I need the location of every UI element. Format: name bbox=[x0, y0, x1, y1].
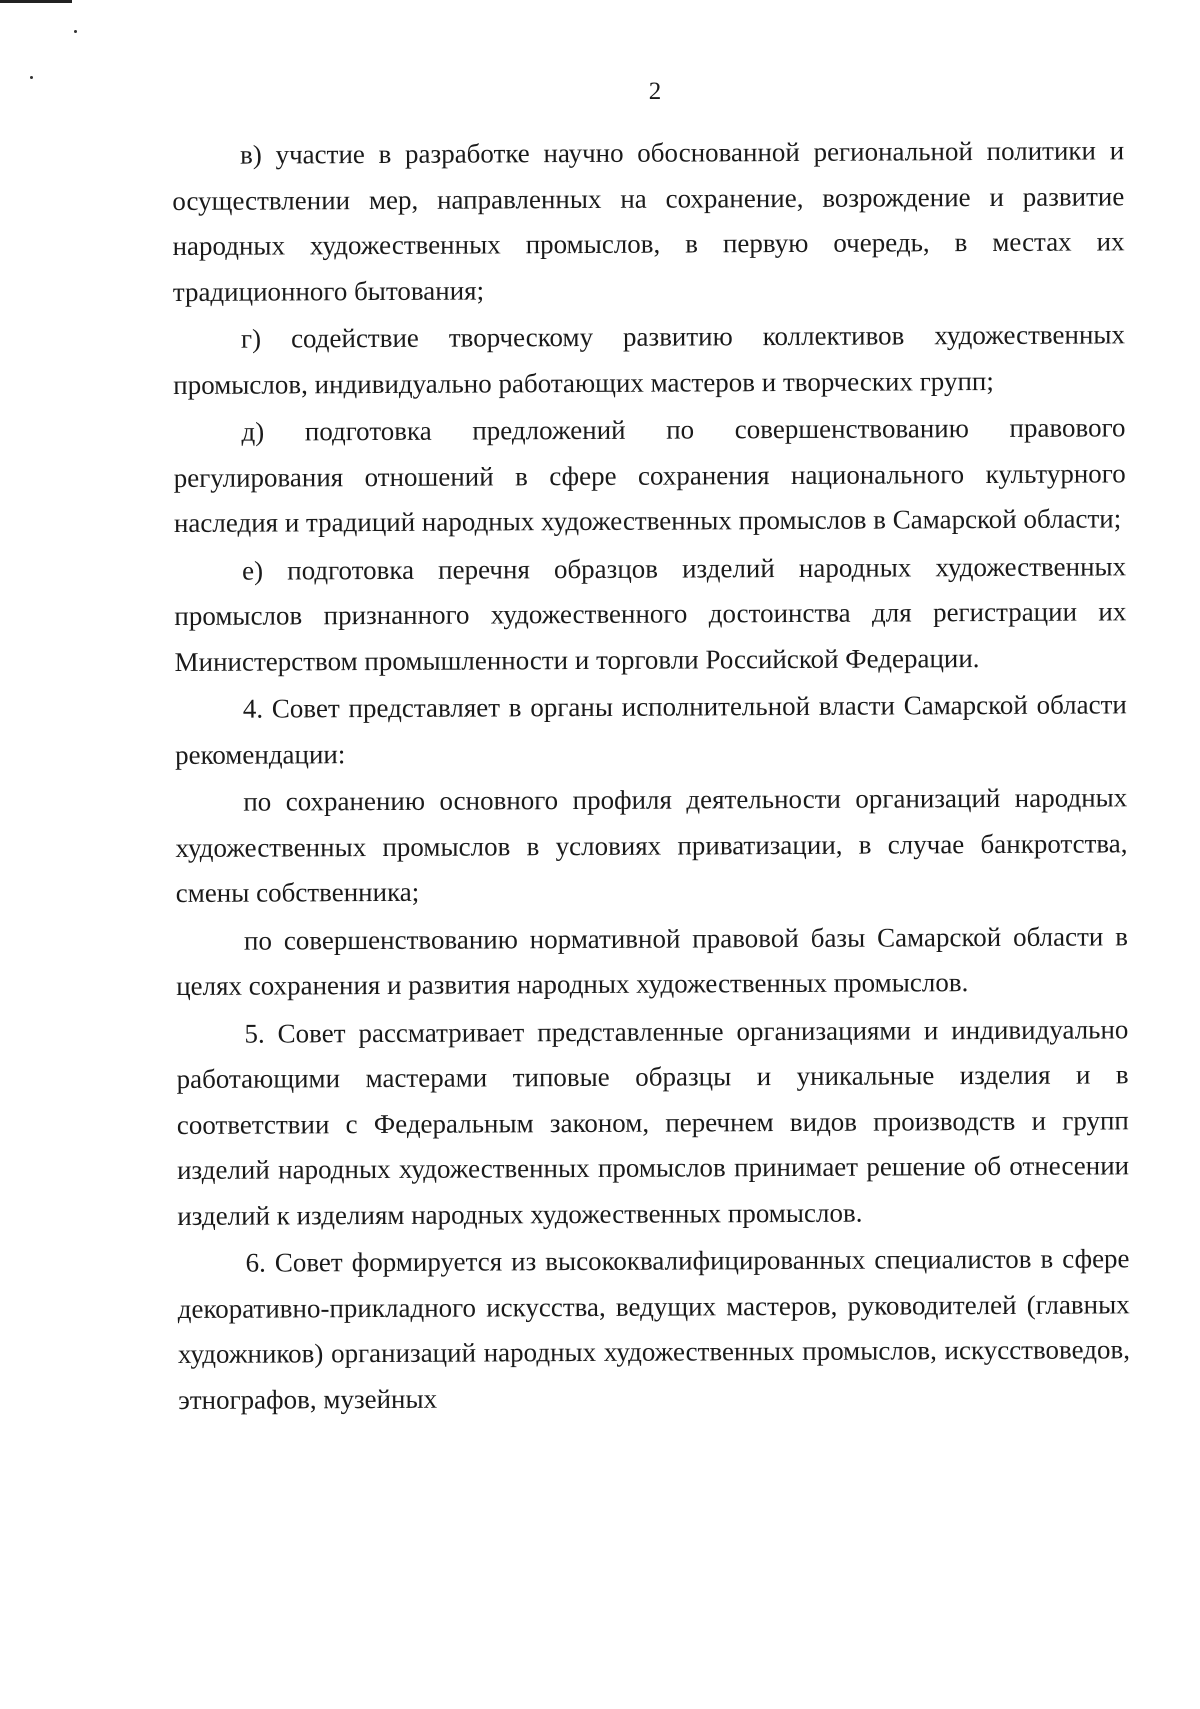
scan-speck bbox=[74, 30, 77, 33]
paragraph-e-samples-list: е) подготовка перечня образцов изделий народных художественных промыслов признанного художественного достоинства для регистрации их Министерством промышленности и торговли Российской Федерации. bbox=[174, 550, 1127, 677]
paragraph-d-legal-regulation: д) подготовка предложений по совершенствованию правового регулирования отношений в сфере сохранения национального культурного наследия и традиций народных художественных промыслов в Самарской области; bbox=[173, 412, 1126, 538]
paragraph-v-regional-policy: в) участие в разработке научно обоснованной региональной политики и осуществлении мер, направленных на сохранение, возрождение и развитие народных художественных промыслов, в первую очередь, в местах их традиционного бытования; bbox=[172, 135, 1125, 307]
paragraph-6-council-formation: 6. Совет формируется из высококвалифицированных специалистов в сфере декоративно-прикладного искусства, ведущих мастеров, руководителей (главных художников) организаций народных художественных промыслов, искусствоведов, этнографов, музейных bbox=[177, 1243, 1131, 1415]
document-body bbox=[172, 128, 1130, 1425]
paragraph-profile-preservation: по сохранению основного профиля деятельности организаций народных художественных промыслов в условиях приватизации, в случае банкротства, смены собственника; bbox=[175, 782, 1128, 908]
paragraph-g-creative-development: г) содействие творческому развитию коллективов художественных промыслов, индивидуально работающих мастеров и творческих групп; bbox=[173, 319, 1126, 400]
page-number: 2 bbox=[648, 78, 662, 105]
paragraph-4-recommendations: 4. Совет представляет в органы исполнительной власти Самарской области рекомендации: bbox=[174, 689, 1127, 770]
paragraph-5-samples-review: 5. Совет рассматривает представленные организациями и индивидуально работающими мастерами типовые образцы и уникальные изделия и в соответствии с Федеральным законом, перечнем видов производств и групп изделий народных художественных промыслов принимает решение об отнесении изделий к изделиям народных художественных промыслов. bbox=[176, 1013, 1130, 1231]
paragraph-regulatory-base: по совершенствованию нормативной правовой базы Самарской области в целях сохранения и развития народных художественных промыслов. bbox=[176, 920, 1129, 1001]
scan-edge-mark bbox=[0, 0, 72, 3]
